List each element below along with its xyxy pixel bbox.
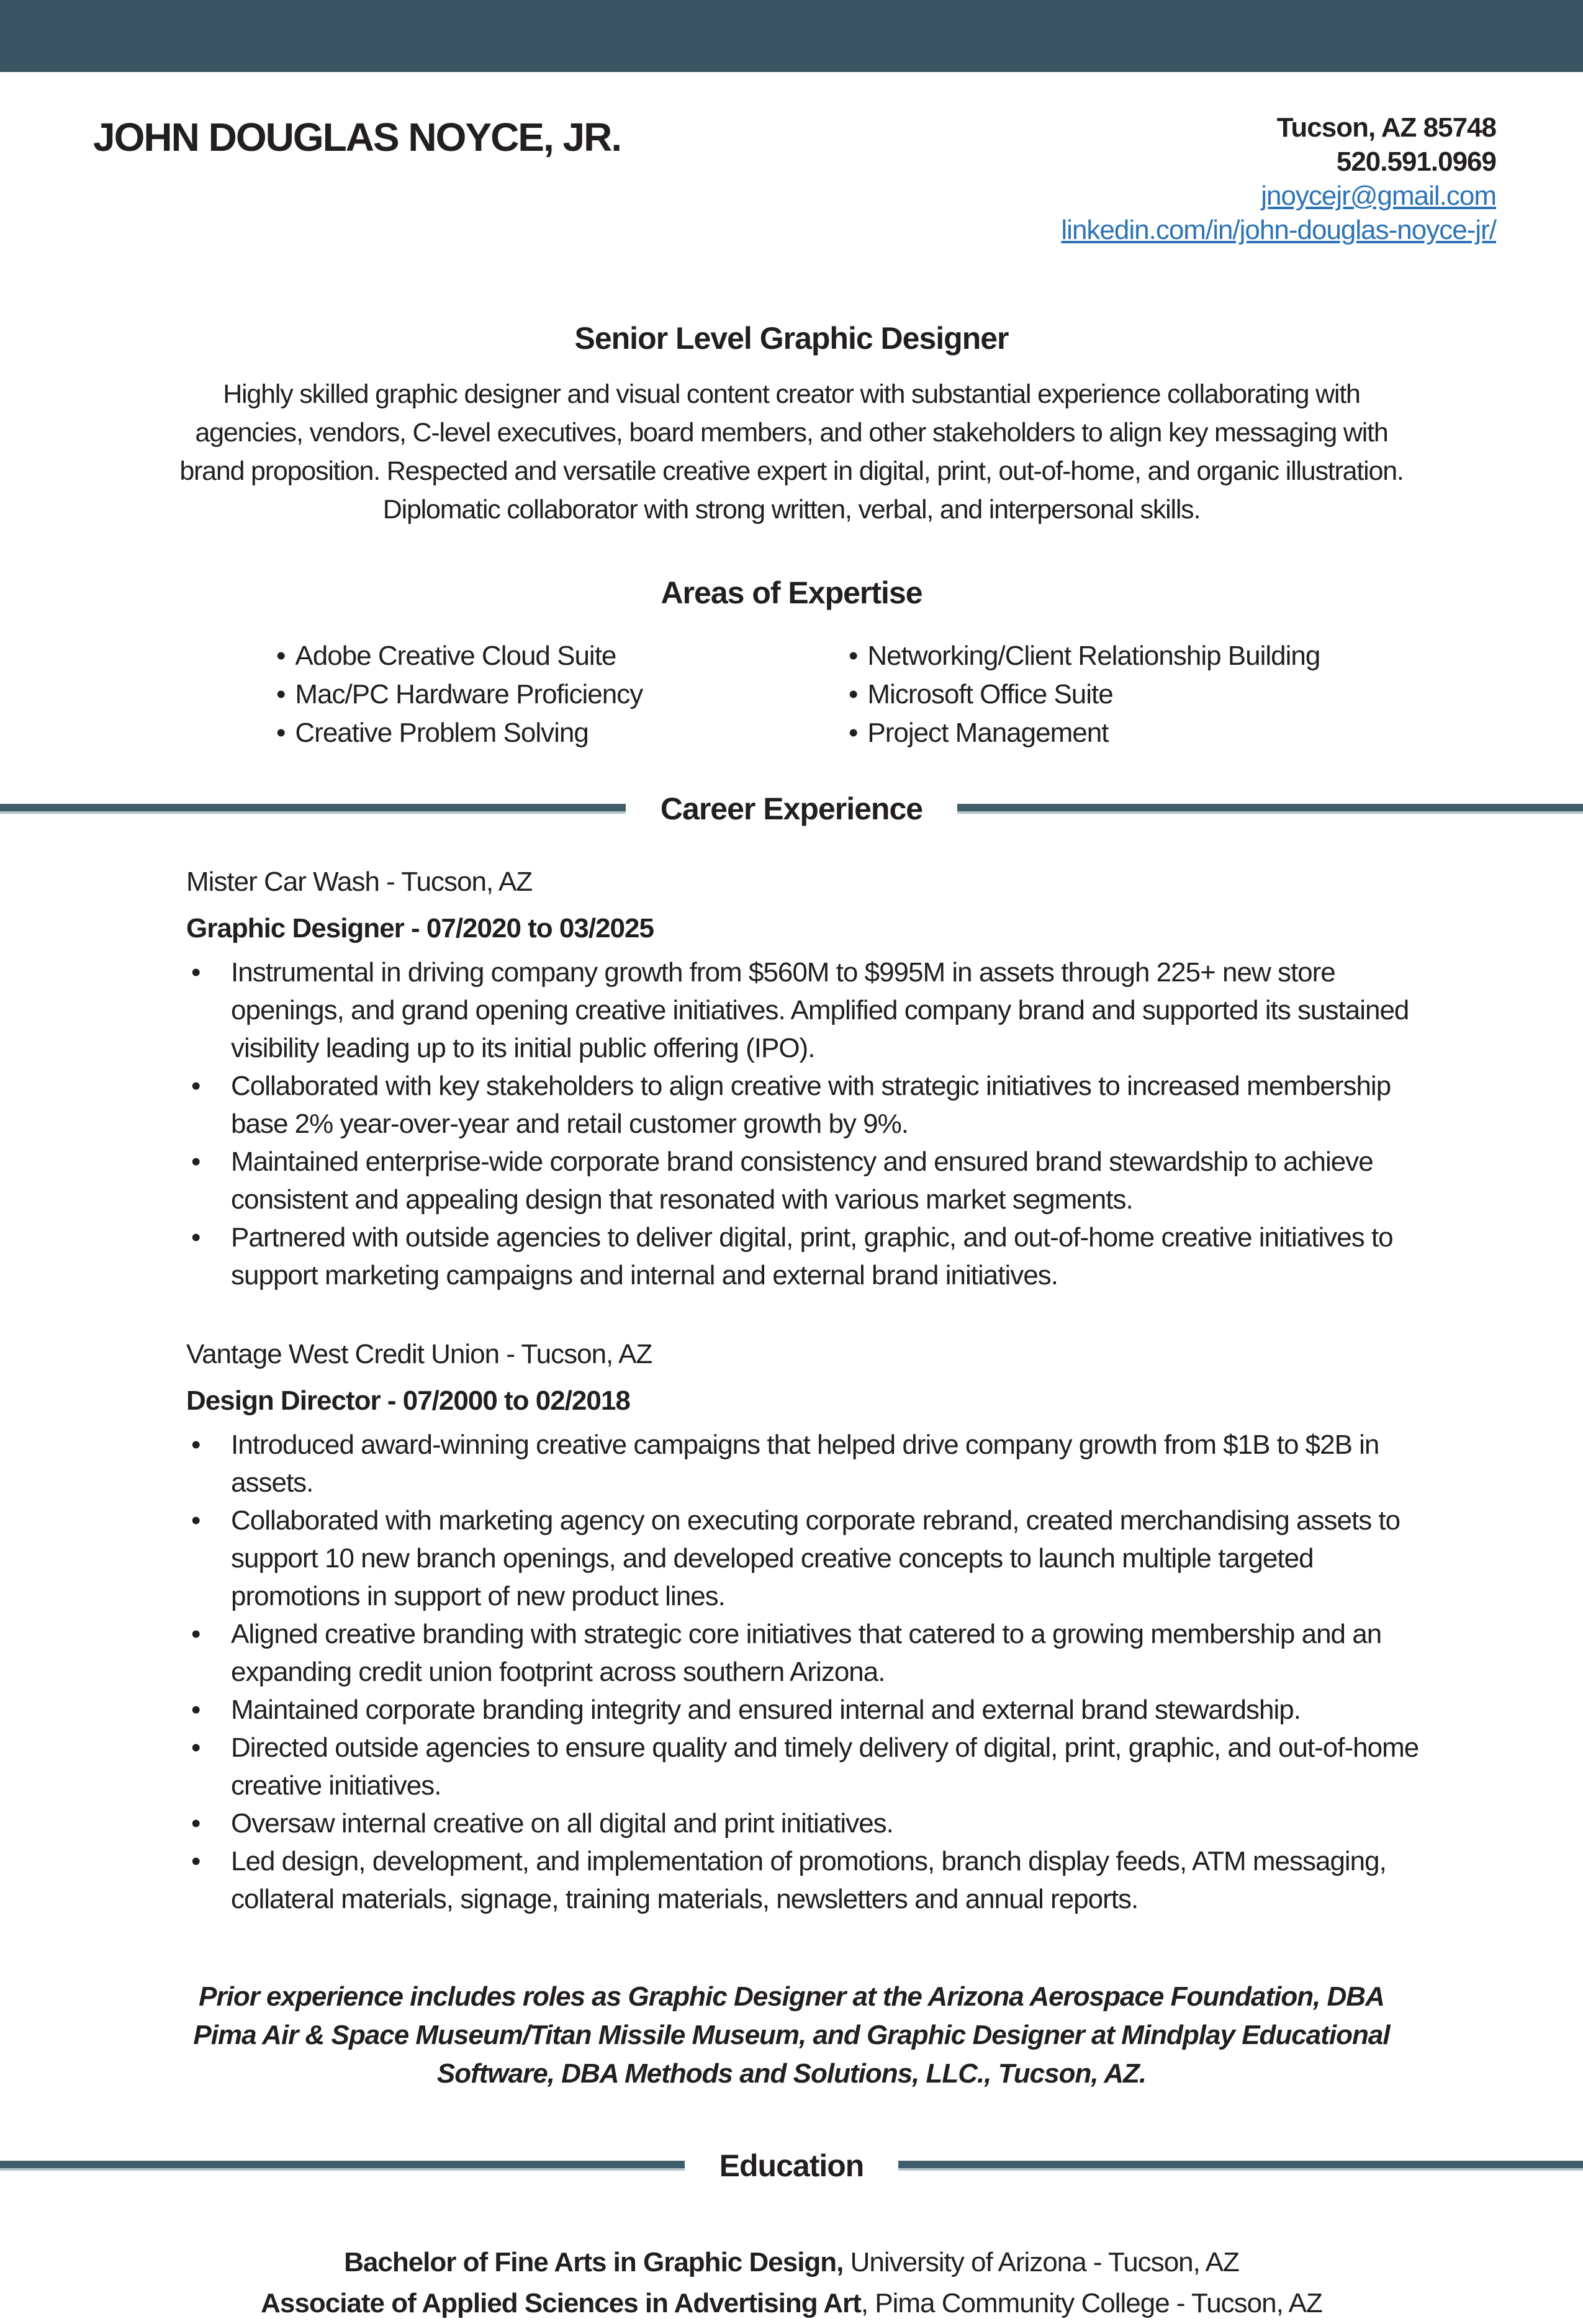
job-bullet: • Led design, development, and implementation of promotions, branch display feeds, ATM messaging, collateral materials, signage, training materials, newsletters and annual reports. <box>186 1842 1422 1918</box>
divider-line-right <box>898 2161 1583 2171</box>
job-bullet: • Collaborated with marketing agency on executing corporate rebrand, created merchandising assets to support 10 new branch openings, and developed creative concepts to launch multiple targeted promotions in support of new product lines. <box>186 1502 1422 1615</box>
linkedin-link[interactable]: linkedin.com/in/john-douglas-noyce-jr/ <box>1061 215 1496 245</box>
education-section <box>0 2242 1583 2324</box>
job-company: Vantage West Credit Union - Tucson, AZ <box>186 1339 652 1369</box>
job-bullet-list <box>186 1426 1422 1918</box>
degree-name: Associate of Applied Sciences in Advertising Art <box>261 2288 861 2318</box>
job-bullet: • Introduced award-winning creative campaigns that helped drive company growth from $1B to $2B in assets. <box>186 1426 1422 1502</box>
divider-line-left <box>0 2161 685 2171</box>
job-role-dates: Graphic Designer - 07/2020 to 03/2025 <box>186 913 654 944</box>
expertise-item: • Microsoft Office Suite <box>849 675 1320 714</box>
career-experience-title: Career Experience <box>660 791 923 826</box>
contact-phone: 520.591.0969 <box>1336 146 1496 177</box>
expertise-right-column <box>849 637 1320 752</box>
areas-of-expertise-heading: Areas of Expertise <box>661 575 922 610</box>
contact-block <box>1061 110 1496 247</box>
email-link[interactable]: jnoycejr@gmail.com <box>1261 181 1496 211</box>
job-entry <box>186 863 1422 1294</box>
job-role-dates: Design Director - 07/2000 to 02/2018 <box>186 1385 630 1416</box>
expertise-item: • Mac/PC Hardware Proficiency <box>276 675 849 714</box>
job-bullet: • Aligned creative branding with strategic core initiatives that catered to a growing membership and an expanding credit union footprint across southern Arizona. <box>186 1615 1422 1691</box>
education-degree-line <box>0 2242 1583 2283</box>
expertise-item: • Networking/Client Relationship Building <box>849 637 1320 675</box>
education-heading <box>0 2148 1583 2184</box>
divider-line-left <box>0 804 626 814</box>
job-bullet: • Directed outside agencies to ensure quality and timely delivery of digital, print, graphic, and out-of-home creative initiatives. <box>186 1729 1422 1804</box>
job-bullet: • Instrumental in driving company growth from $560M to $995M in assets through 225+ new store openings, and grand opening creative initiatives. Amplified company brand and supported its sustained visibility leading up to its initial public offering (IPO). <box>186 953 1422 1067</box>
career-experience-heading <box>0 791 1583 827</box>
professional-summary: Highly skilled graphic designer and visual content creator with substantial experience collaborating with agencies, vendors, C-level executives, board members, and other stakeholders to align key messaging with brand proposition. Respected and versatile creative expert in digital, print, out-of-home, and organic illustration. Diplomatic collaborator with strong written, verbal, and interpersonal skills. <box>179 379 1404 525</box>
resume-header <box>0 72 1583 247</box>
expertise-left-column <box>276 637 849 752</box>
prior-experience-note: Prior experience includes roles as Graphic Designer at the Arizona Aerospace Foundation, DBA Pima Air & Space Museum/Titan Missile Museum, and Graphic Designer at Mindplay Educational Software, DBA Methods and Solutions, LLC., Tucson, AZ. <box>193 1981 1390 2089</box>
career-experience-section <box>186 863 1422 1918</box>
expertise-columns <box>276 637 1583 752</box>
job-entry <box>186 1335 1422 1918</box>
expertise-item: • Adobe Creative Cloud Suite <box>276 637 849 675</box>
degree-school: University of Arizona - Tucson, AZ <box>843 2247 1239 2277</box>
job-bullet: • Maintained enterprise-wide corporate brand consistency and ensured brand stewardship to achieve consistent and appealing design that resonated with various market segments. <box>186 1143 1422 1218</box>
expertise-item: • Creative Problem Solving <box>276 714 849 752</box>
contact-location: Tucson, AZ 85748 <box>1276 112 1496 143</box>
education-title: Education <box>719 2148 864 2183</box>
job-bullet: • Maintained corporate branding integrity and ensured internal and external brand stewardship. <box>186 1691 1422 1729</box>
top-accent-bar <box>0 0 1583 72</box>
job-company: Mister Car Wash - Tucson, AZ <box>186 867 533 897</box>
degree-name: Bachelor of Fine Arts in Graphic Design, <box>344 2247 844 2277</box>
job-bullet: • Oversaw internal creative on all digital and print initiatives. <box>186 1804 1422 1842</box>
resume-title: Senior Level Graphic Designer <box>574 321 1009 356</box>
degree-school: , Pima Community College - Tucson, AZ <box>860 2288 1322 2318</box>
resume-name: JOHN DOUGLAS NOYCE, JR. <box>93 115 621 160</box>
job-bullet: • Collaborated with key stakeholders to align creative with strategic initiatives to increased membership base 2% year-over-year and retail customer growth by 9%. <box>186 1067 1422 1143</box>
job-bullet: • Partnered with outside agencies to deliver digital, print, graphic, and out-of-home creative initiatives to support marketing campaigns and internal and external brand initiatives. <box>186 1218 1422 1294</box>
job-bullet-list <box>186 953 1422 1294</box>
divider-line-right <box>957 804 1583 814</box>
education-degree-line <box>0 2283 1583 2324</box>
expertise-item: • Project Management <box>849 714 1320 752</box>
